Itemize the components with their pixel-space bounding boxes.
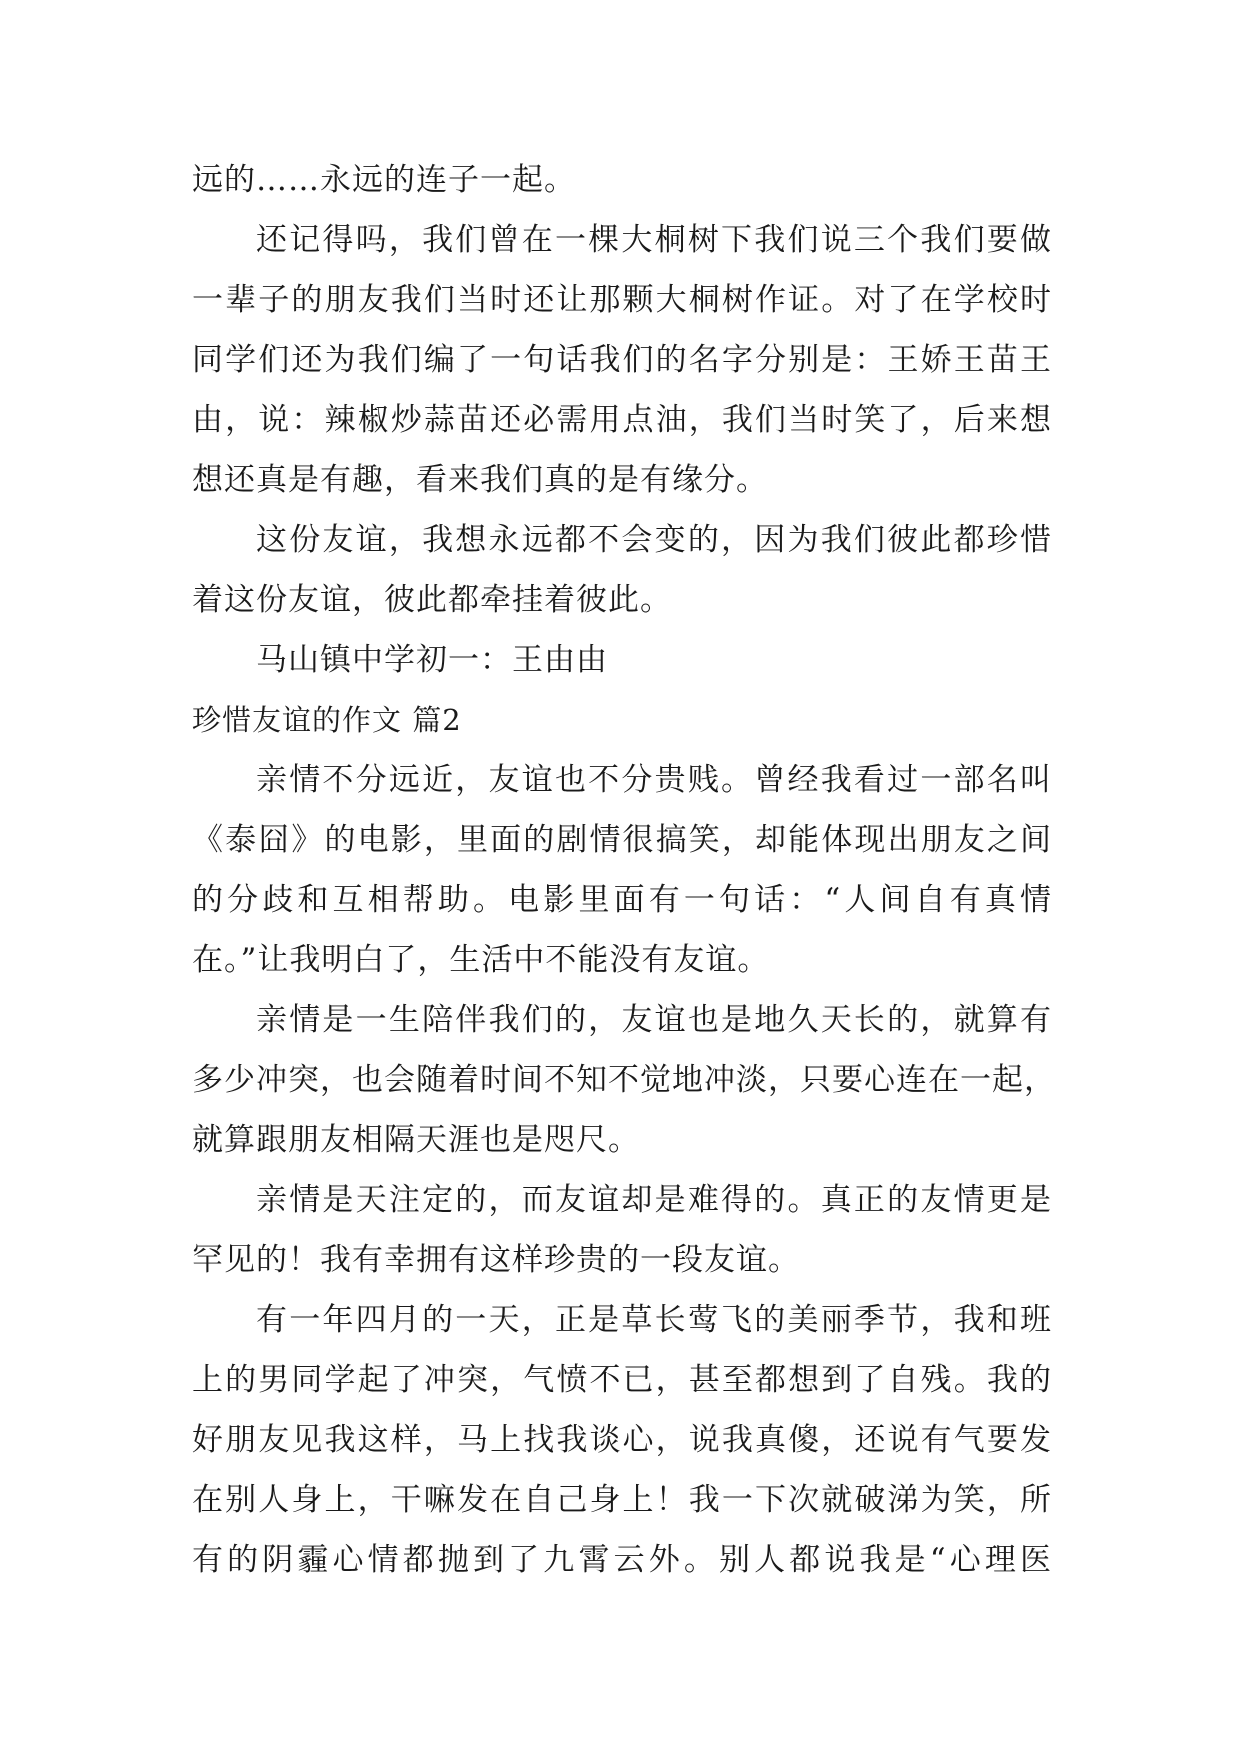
text-line: 罕见的！我有幸拥有这样珍贵的一段友谊。 [192,1242,800,1278]
paragraph [192,210,1052,510]
text-line: 多少冲突，也会随着时间不知不觉地冲淡，只要心连在一起， [192,1062,1056,1098]
text-line: 好朋友见我这样，马上找我谈心，说我真傻，还说有气要发 [192,1422,1052,1458]
text-line: 就算跟朋友相隔天涯也是咫尺。 [192,1122,640,1158]
section-heading: 珍惜友谊的作文 篇2 [192,703,462,737]
paragraph [192,510,1052,630]
text-line: 有的阴霾心情都抛到了九霄云外。别人都说我是“心理医 [192,1542,1052,1578]
text-line: 还记得吗，我们曾在一棵大桐树下我们说三个我们要做 [256,222,1052,258]
text-line: 在别人身上，干嘛发在自己身上！我一下次就破涕为笑，所 [192,1482,1052,1518]
text-line: 《泰囧》的电影，里面的剧情很搞笑，却能体现出朋友之间 [192,822,1052,858]
text-line: 上的男同学起了冲突，气愤不已，甚至都想到了自残。我的 [192,1362,1052,1398]
text-line: 在。”让我明白了，生活中不能没有友谊。 [192,942,770,978]
paragraph [192,990,1056,1170]
text-line: 亲情是天注定的，而友谊却是难得的。真正的友情更是 [256,1182,1052,1218]
paragraph [192,1170,1052,1290]
text-line: 亲情不分远近，友谊也不分贵贱。曾经我看过一部名叫 [256,762,1052,798]
text-line: 同学们还为我们编了一句话我们的名字分别是：王娇王苗王 [192,342,1052,378]
text-line: 亲情是一生陪伴我们的，友谊也是地久天长的，就算有 [256,1002,1052,1038]
text-line: 想还真是有趣，看来我们真的是有缘分。 [192,462,768,498]
text-line: 这份友谊，我想永远都不会变的，因为我们彼此都珍惜 [256,522,1052,558]
text-line: 一辈子的朋友我们当时还让那颗大桐树作证。对了在学校时 [192,282,1052,318]
text-line: 着这份友谊，彼此都牵挂着彼此。 [192,582,672,618]
paragraph [192,1290,1052,1590]
text-line: 远的……永远的连子一起。 [192,162,576,198]
text-line: 有一年四月的一天，正是草长莺飞的美丽季节，我和班 [256,1302,1052,1338]
author-signature: 马山镇中学初一：王由由 [256,642,608,678]
text-line: 由，说：辣椒炒蒜苗还必需用点油，我们当时笑了，后来想 [192,402,1052,438]
continuation-paragraph [192,150,1052,210]
paragraph [192,750,1052,990]
document-page [192,150,1056,1590]
text-line: 的分歧和互相帮助。电影里面有一句话：“人间自有真情 [192,882,1052,918]
